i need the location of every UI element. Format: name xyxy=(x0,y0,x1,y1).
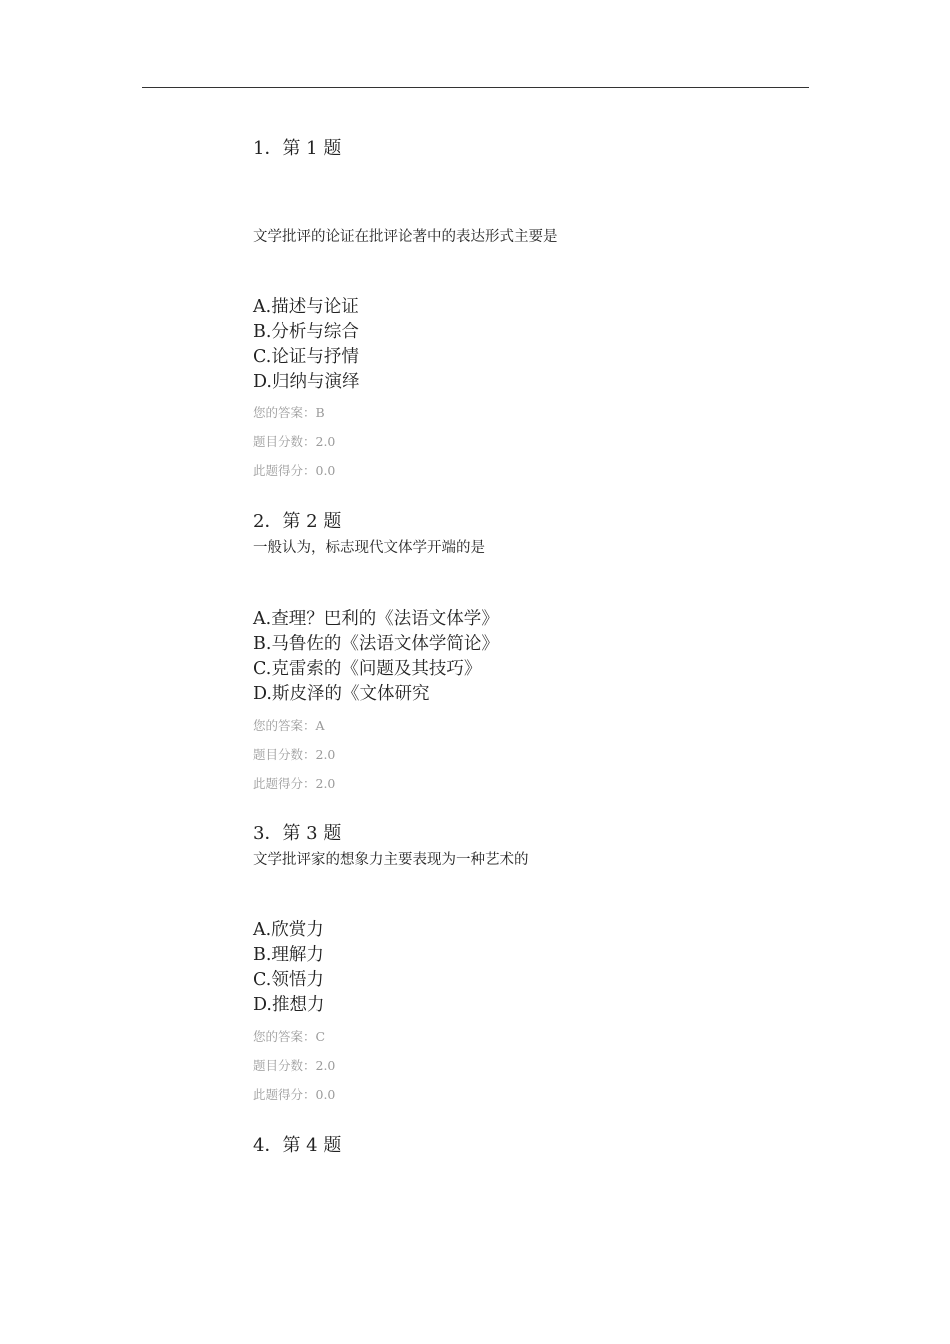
question-1-options xyxy=(253,295,359,395)
question-3-option-c: C.领悟力 xyxy=(253,970,324,990)
question-1-option-b: B.分析与综合 xyxy=(253,322,359,342)
question-2-option-c: C.克雷索的《问题及其技巧》 xyxy=(253,659,482,679)
question-2-question-score: 题目分数：2.0 xyxy=(253,747,336,762)
question-1-your-answer: 您的答案：B xyxy=(253,405,325,420)
question-3-meta xyxy=(253,1022,335,1109)
question-1-title: 1．第 1 题 xyxy=(253,138,342,159)
question-1-option-d: D.归纳与演绎 xyxy=(253,372,360,392)
question-3-option-a: A.欣赏力 xyxy=(253,920,324,940)
question-1-option-c: C.论证与抒情 xyxy=(253,347,359,367)
question-2-your-answer: 您的答案：A xyxy=(253,718,325,733)
question-3-option-b: B.理解力 xyxy=(253,945,324,965)
question-2-earned-score: 此题得分：2.0 xyxy=(253,776,336,791)
question-1-question-score: 题目分数：2.0 xyxy=(253,434,336,449)
question-3-options xyxy=(253,918,324,1018)
question-3-option-d: D.推想力 xyxy=(253,995,325,1015)
question-2-meta xyxy=(253,711,335,798)
question-4-title: 4．第 4 题 xyxy=(253,1135,342,1156)
question-2-option-d: D.斯皮泽的《文体研究 xyxy=(253,684,430,704)
question-1-earned-score: 此题得分：0.0 xyxy=(253,463,336,478)
question-2-option-b: B.马鲁佐的《法语文体学简论》 xyxy=(253,634,499,654)
question-3-title: 3．第 3 题 xyxy=(253,823,342,844)
question-1-option-a: A.描述与论证 xyxy=(253,297,359,317)
question-3-stem: 文学批评家的想象力主要表现为一种艺术的 xyxy=(253,852,529,868)
top-divider xyxy=(142,87,809,88)
question-1-meta xyxy=(253,398,335,485)
question-2-option-a: A.查理？巴利的《法语文体学》 xyxy=(253,609,499,629)
question-3-earned-score: 此题得分：0.0 xyxy=(253,1087,336,1102)
question-2-title: 2．第 2 题 xyxy=(253,511,342,532)
question-3-your-answer: 您的答案：C xyxy=(253,1029,326,1044)
question-1-stem: 文学批评的论证在批评论著中的表达形式主要是 xyxy=(253,229,558,245)
question-2-options xyxy=(253,607,499,707)
question-3-question-score: 题目分数：2.0 xyxy=(253,1058,336,1073)
question-2-stem: 一般认为，标志现代文体学开端的是 xyxy=(253,540,485,556)
